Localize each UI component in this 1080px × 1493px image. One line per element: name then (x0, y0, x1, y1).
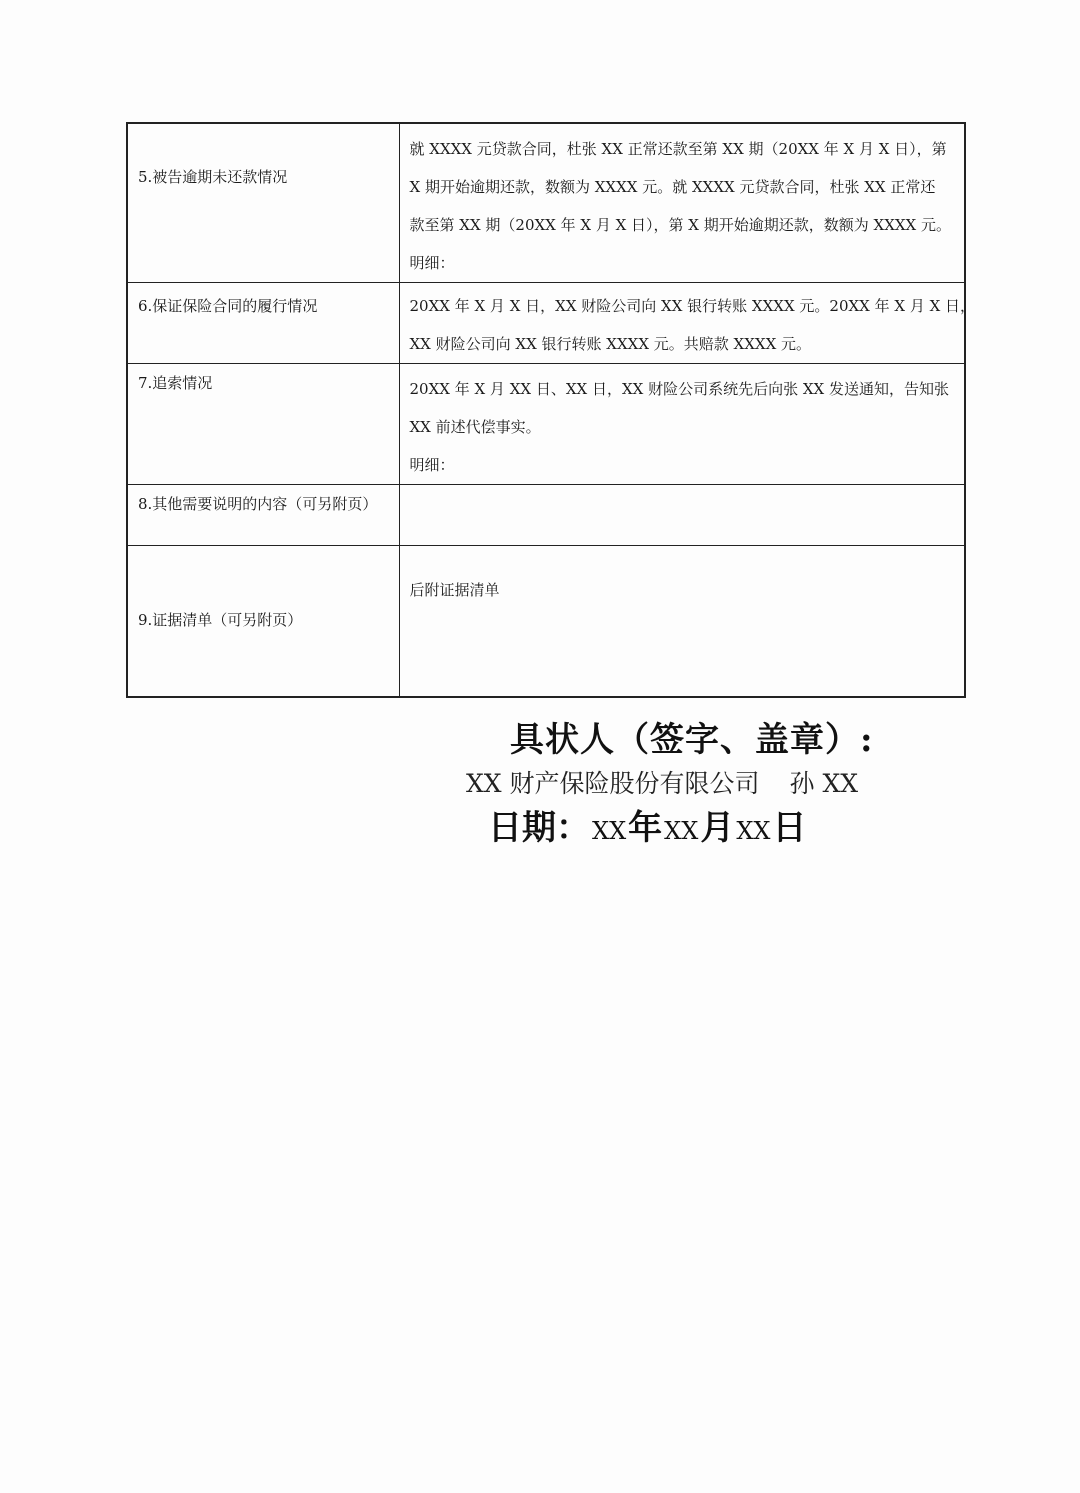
table-row-overdue-repayment (127, 123, 965, 283)
row-content-cell (399, 546, 965, 698)
date-month-unit: 月 (700, 808, 735, 848)
table-row-evidence-list (127, 546, 965, 698)
row-content-cell (399, 485, 965, 546)
content-line: 20XX 年 X 月 X 日，XX 财险公司向 XX 银行转账 XXXX 元。20XX 年 X 月 X 日， (409, 297, 976, 315)
table-row-recovery (127, 364, 965, 485)
signature-title: 具状人（签字、盖章）: (510, 720, 874, 760)
content-line: XX 前述代偿事实。 (409, 418, 541, 436)
content-line: 明细： (409, 254, 455, 272)
complaint-form-table (126, 122, 976, 698)
row-content-cell (399, 364, 965, 485)
date-year-unit: 年 (628, 808, 663, 848)
content-line: XX 财险公司向 XX 银行转账 XXXX 元。共赔款 XXXX 元。 (409, 335, 812, 353)
date-day-value: XX (736, 817, 771, 845)
content-line: 就 XXXX 元贷款合同，杜张 XX 正常还款至第 XX 期（20XX 年 X 月 X 日），第 (409, 140, 947, 158)
date-label: 日期： (488, 808, 590, 848)
row-label: 6.保证保险合同的履行情况 (138, 297, 318, 315)
date-day-unit: 日 (772, 808, 807, 848)
row-label: 7.追索情况 (138, 374, 213, 392)
content-line: X 期开始逾期还款，数额为 XXXX 元。就 XXXX 元贷款合同，杜张 XX 正常还 (409, 178, 936, 196)
row-content-cell (399, 283, 976, 364)
row-label: 5.被告逾期未还款情况 (138, 168, 288, 186)
company-name: XX 财产保险股份有限公司 (466, 769, 760, 798)
signer-name: 孙 XX (789, 769, 859, 798)
row-label-cell (127, 123, 399, 283)
table-row-other-notes (127, 485, 965, 546)
row-label: 8.其他需要说明的内容（可另附页） (138, 495, 378, 513)
row-label: 9.证据清单（可另附页） (138, 611, 303, 629)
table-row-insurance-performance (127, 283, 965, 364)
date-month-value: XX (664, 817, 699, 845)
row-label-cell (127, 546, 399, 698)
signature-date (488, 800, 807, 849)
date-year-value: XX (592, 817, 627, 845)
content-line: 款至第 XX 期（20XX 年 X 月 X 日），第 X 期开始逾期还款，数额为 XXXX 元。 (409, 216, 952, 234)
signature-party (466, 764, 858, 800)
row-content-cell (399, 123, 965, 283)
content-line: 后附证据清单 (409, 581, 500, 599)
content-line: 明细： (409, 456, 455, 474)
row-label-cell (127, 364, 399, 485)
row-label-cell (127, 485, 399, 546)
content-line: 20XX 年 X 月 XX 日、XX 日，XX 财险公司系统先后向张 XX 发送通知，告知张 (409, 380, 949, 398)
row-label-cell (127, 283, 399, 364)
